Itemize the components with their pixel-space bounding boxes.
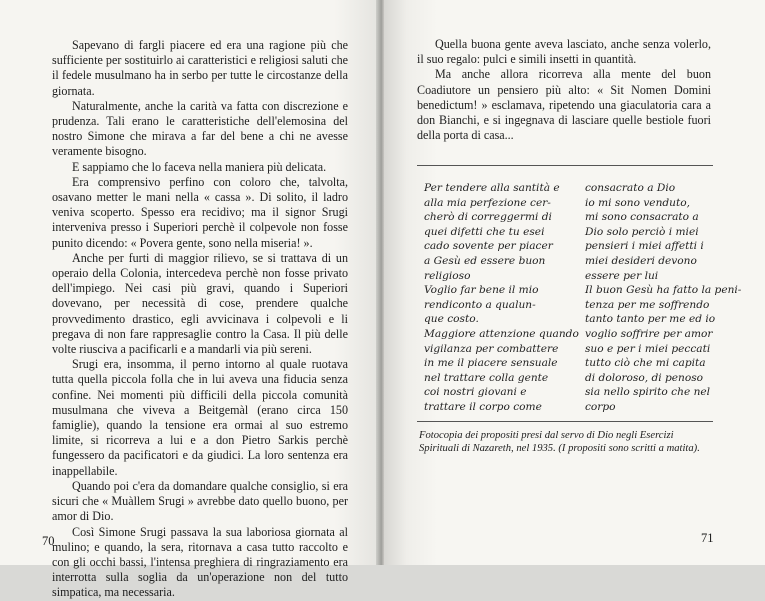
page-number-left: 70 xyxy=(42,534,55,548)
page-number-right: 71 xyxy=(701,531,714,545)
paragraph: E sappiamo che lo faceva nella maniera più delicata. xyxy=(72,159,327,174)
right-page-body xyxy=(417,37,711,143)
paragraph: Naturalmente, anche la carità va fatta con discrezione e prudenza. Tali erano le caratteristiche dell'elemosina del nostro Simone che mirava a far del bene a chi ne avesse veramente bisogno. xyxy=(52,98,348,159)
handwritten-column-right: consacrato a Dio io mi sono venduto, mi sono consacrato a Dio solo perciò i miei pensieri i miei affetti i miei desideri devono essere per lui Il buon Gesù ha fatto la tenza per me soffrendo tanto tanto per me ed io voglio soffrire per amor suo e per i miei peccati tutto ciò che mi capita di doloroso, di penoso sia nello spirito che nel corpo xyxy=(585,182,716,413)
facsimile-bottom-rule xyxy=(417,421,713,422)
paragraph: Srugi era, insomma, il perno intorno al quale ruotava tutta quella piccola folla che in lui aveva una fiducia senza confine. Nei momenti più difficili della piccola comunità musulmana che viveva a Beitgemàl (erano circa 150 famiglie), quando la tensione era ormai al suo estremo limite, si ricorreva a lui e a don Pietro Sarkis perchè fungessero da pacificatori e da giudici. La loro sentenza era inappellabile. xyxy=(52,357,348,478)
paragraph: Così Simone Srugi passava la sua laboriosa giornata al mulino; e quando, la sera, ritornava a casa tutto raccolto e con gli occhi bassi, l'intensa preghiera di ringraziamento era interrotta sulla soglia da un'operazione non del tutto simpatica, ma necessaria. xyxy=(52,524,348,600)
left-page xyxy=(0,0,380,600)
paragraph: Quando poi c'era da domandare qualche consiglio, si era sicuri che « Muàllem Srugi » avrebbe dato quello buono, per amor di Dio. xyxy=(52,478,348,524)
paragraph: Ma anche allora ricorreva alla mente del buon Coadiutore un pensiero più alto: « Sit Nomen Domini benedictum! » esclamava, ripetendo una giaculatoria cara a don Bianchi, e si ingegnava di lasciare quelle bestiole fuori della porta di casa... xyxy=(417,67,711,143)
paragraph: Sapevano di fargli piacere ed era una ragione più che sufficiente per sostituirlo ai caratteristici e religiosi saluti che il fedele musulmano ha in serbo per tutte le circostanze della giornata. xyxy=(52,38,348,98)
facsimile-top-rule xyxy=(417,165,713,166)
paragraph: Era comprensivo perfino con coloro che, talvolta, osavano metter le mani nella « cassa ». Di solito, il ladro veniva scoperto. Spesso era recidivo; ma il signor Srugi interveniva presso i Superiori perchè il colpevole non fosse punito dicendo: « Povera gente, sono nella miseria! ». xyxy=(52,174,348,250)
paragraph: Quella buona gente aveva lasciato, anche senza volerlo, il suo regalo: pulci e simili insetti in quantità. xyxy=(417,37,711,67)
paragraph: Anche per furti di maggior rilievo, se si trattava di un operaio della Colonia, intercedeva perchè non fosse privato dell'impiego. Nei casi più gravi, quando i Superiori dovevano, per necessità di cose, prendere qualche provvedimento drastico, egli avvicinava i colpevoli e li pregava di non fare rappresaglie contro la Casa. Il più delle volte riusciva a pacificarli e a mandarli via più sereni. xyxy=(52,250,348,357)
facsimile-caption: Fotocopia dei propositi presi dal servo di Dio negli Esercizi Spirituali di Nazareth, nel 1935. (I propositi sono scritti a matita). xyxy=(419,430,700,455)
handwritten-column-left: Per tendere alla santità e alla mia perfezione cer- cherò di correggermi di quei difetti che tu esei cado sovente per piacer a Gesù ed essere buon religioso Voglio far bene il mio rendiconto a qualun- que costo. Maggiore attenzione quando vigilanza per combattere in me il piacere sensuale nel trattare colla gente coi nostri giovani e trattare il corpo come xyxy=(424,182,579,413)
left-page-body xyxy=(52,38,348,601)
